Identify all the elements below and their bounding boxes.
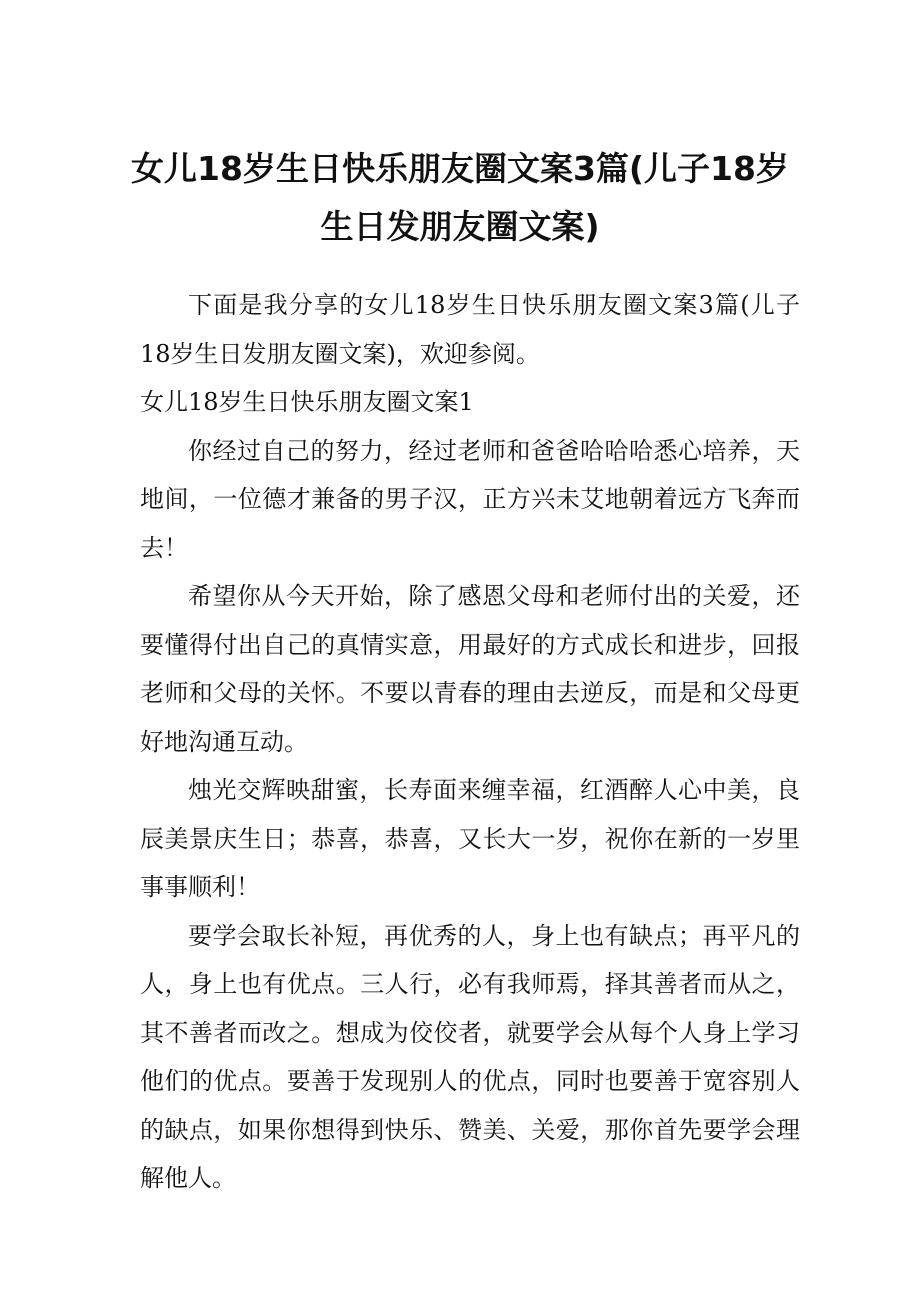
- body-paragraph: 要学会取长补短，再优秀的人，身上也有缺点；再平凡的人，身上也有优点。三人行，必有我师焉，择其善者而从之，其不善者而改之。想成为佼佼者，就要学会从每个人身上学习他们的优点。要善于发现别人的优点，同时也要善于宽容别人的缺点，如果你想得到快乐、赞美、关爱，那你首先要学会理解他人。: [140, 921, 800, 1192]
- body-paragraph: 烛光交辉映甜蜜，长寿面来缠幸福，红酒醉人心中美，良辰美景庆生日；恭喜，恭喜，又长大一岁，祝你在新的一岁里事事顺利！: [140, 776, 800, 901]
- document-title: 女儿18岁生日快乐朋友圈文案3篇(儿子18岁生日发朋友圈文案): [131, 149, 789, 246]
- document-body: [140, 281, 800, 1203]
- body-paragraph: 你经过自己的努力，经过老师和爸爸哈哈哈悉心培养，天地间，一位德才兼备的男子汉，正方兴未艾地朝着远方飞奔而去！: [140, 436, 800, 562]
- body-paragraph: 希望你从今天开始，除了感恩父母和老师付出的关爱，还要懂得付出自己的真情实意，用最好的方式成长和进步，回报老师和父母的关怀。不要以青春的理由去逆反，而是和父母更好地沟通互动。: [140, 582, 800, 756]
- section-heading: 女儿18岁生日快乐朋友圈文案1: [140, 388, 474, 416]
- intro-paragraph: 下面是我分享的女儿18岁生日快乐朋友圈文案3篇(儿子18岁生日发朋友圈文案)，欢迎参阅。: [140, 291, 800, 368]
